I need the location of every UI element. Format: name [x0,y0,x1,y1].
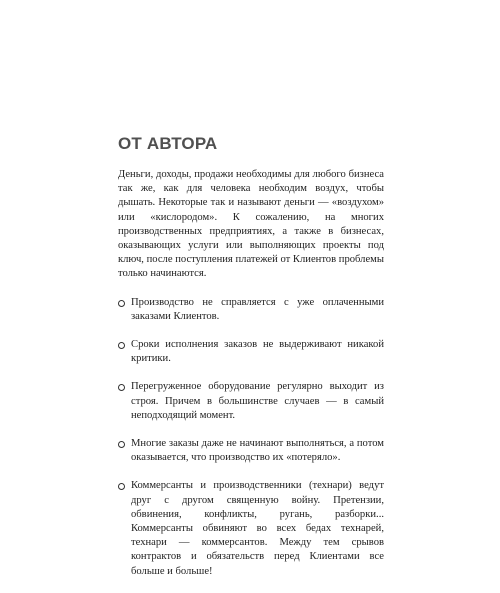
list-item [118,338,384,366]
hollow-circle-bullet-icon [118,483,125,490]
list-item-text: Производство не справляется с уже оплаченными заказами Клиентов. [131,296,384,322]
list-item [118,479,384,578]
section-body [118,168,384,593]
hollow-circle-bullet-icon [118,300,125,307]
hollow-circle-bullet-icon [118,441,125,448]
list-item-text: Сроки исполнения заказов не выдерживают никакой критики. [131,339,384,365]
list-item-text: Коммерсанты и производственники (технари) ведут друг с другом священную войну. Претензии, обвинения, конфликты, ругань, разборки... Коммерсанты обвиняют во всех бедах технарей, технари — коммерсантов. Между тем срывов контрактов и обязательств перед Клиентами все больше и больше! [131,480,384,577]
list-item [118,380,384,423]
list-item-text: Многие заказы даже не начинают выполняться, а потом оказывается, что производство их «потеряло». [131,438,384,464]
list-item-text: Перегруженное оборудование регулярно выходит из строя. Причем в большинстве случаев — в самый неподходящий момент. [131,381,384,421]
intro-paragraph: Деньги, доходы, продажи необходимы для любого бизнеса так же, как для человека необходим воздух, чтобы дышать. Некоторые так и называют деньги — «воздухом» или «кислородом». К сожалению, на многих производственных предприятиях, а также в бизнесах, оказывающих услуги или выполняющих проекты под ключ, после поступления платежей от Клиентов проблемы только начинаются. [118,169,384,280]
list-item [118,437,384,465]
bullet-list [118,296,384,579]
hollow-circle-bullet-icon [118,384,125,391]
hollow-circle-bullet-icon [118,342,125,349]
section-heading: ОТ АВТОРА [118,134,218,153]
list-item [118,296,384,324]
